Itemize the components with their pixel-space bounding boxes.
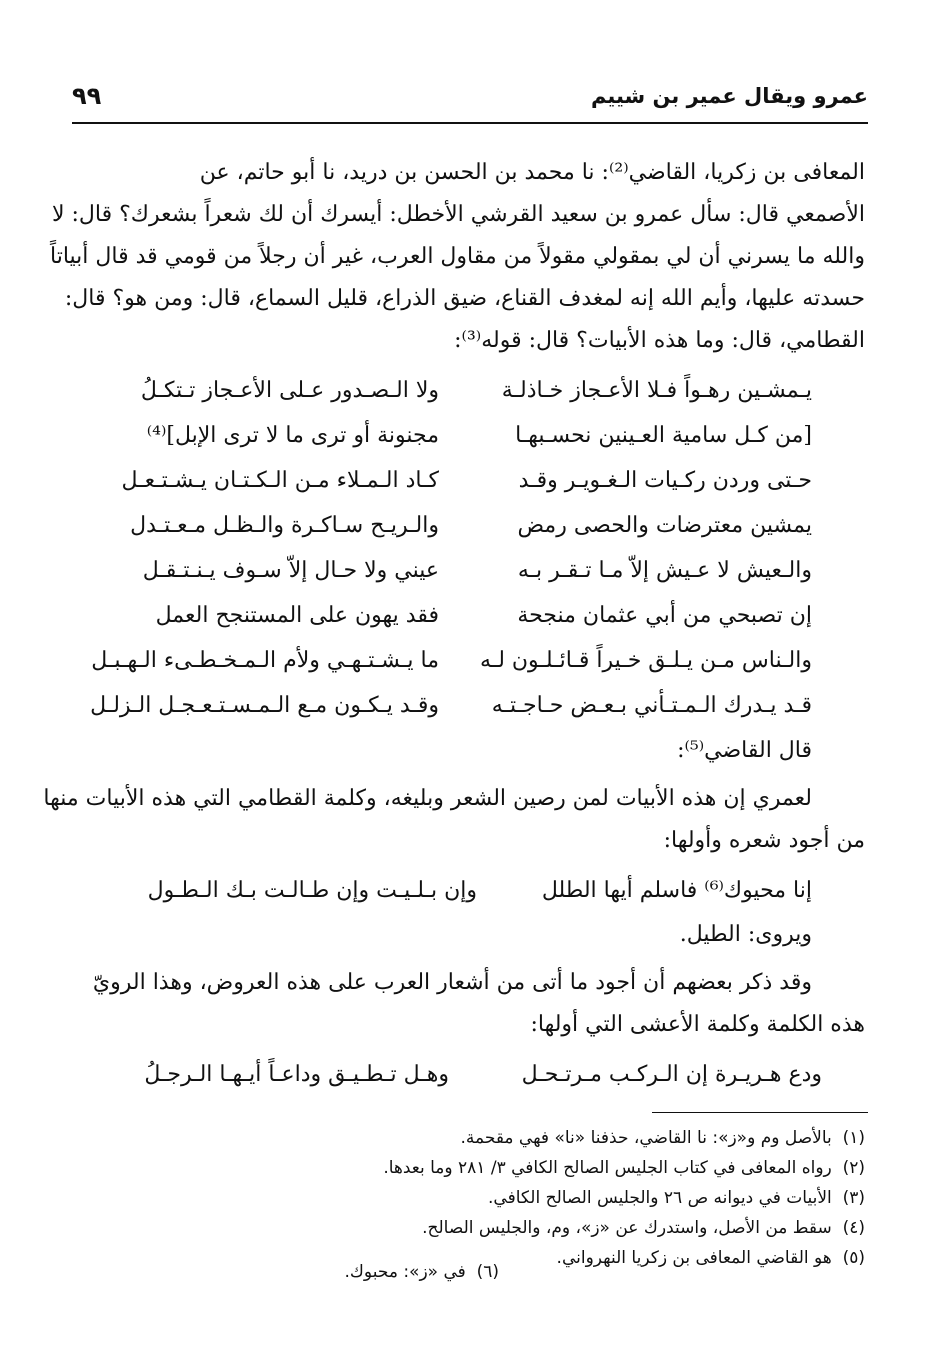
- footnote: [557, 1248, 865, 1268]
- verse-second-hemistich: مجنونة أو ترى ما لا ترى الإبل]⁽⁴⁾: [146, 423, 439, 448]
- footnote-number: (١): [842, 1128, 865, 1148]
- footnote-number: (٥): [842, 1248, 865, 1268]
- verse-second-hemistich: ما يـشـتـهـي ولأم الـمـخـطـىء الـهـبـل: [91, 648, 439, 673]
- verse-first-hemistich: ودع هـريـرة إن الـركـب مـرتـحـل: [521, 1062, 822, 1087]
- intro-line: والله ما يسرني أن لي بمقولي مقولاً من مقاول العرب، غير أن رجلاً من قومي قد قال أبياتاً: [50, 244, 865, 269]
- verse-second-hemistich: وقـد يـكـون مـع الـمـسـتـعـجـل الـزلـل: [90, 693, 439, 718]
- footnote-text: سقط من الأصل، واستدرك عن «ز»، وم، والجليس الصالح.: [422, 1218, 832, 1238]
- footnote-text: رواه المعافى في كتاب الجليس الصالح الكافي ٣/ ٢٨١ وما بعدها.: [383, 1158, 832, 1178]
- qadi-intro: قال القاضي⁽⁵⁾:: [677, 738, 812, 763]
- commentary-line: لعمري إن هذه الأبيات لمن رصين الشعر وبليغه، وكلمة القطامي التي هذه الأبيات منها: [43, 786, 812, 811]
- verse-first-hemistich: يمشين معترضات والحصى رمض: [517, 513, 812, 538]
- footnote: [345, 1262, 499, 1282]
- verse-second-hemistich: كـاد الـمـلاء مـن الـكـتـان يـشـتـعـل: [121, 468, 439, 493]
- intro-line: المعافى بن زكريا، القاضي⁽²⁾: نا محمد بن الحسن بن دريد، نا أبو حاتم، عن: [199, 160, 865, 185]
- footnote-text: في «ز»: محبوك.: [344, 1262, 466, 1282]
- footnote-number: (٣): [842, 1188, 865, 1208]
- verse-second-hemistich: وإن بـلـيـت وإن طـالـت بـك الـطـول: [147, 878, 477, 903]
- verse-second-hemistich: وهـل تـطـيـق وداعـاً أيـهـا الـرجـلُ: [144, 1062, 449, 1087]
- verse-first-hemistich: قـد يـدرك الـمـتـأني بـعـض حـاجـتـه: [491, 693, 812, 718]
- verse-first-hemistich: إن تصبحي من أبي عثمان منجحة: [517, 603, 812, 628]
- verse-first-hemistich: إنا محيوك⁽⁶⁾ فاسلم أيها الطلل: [541, 878, 812, 903]
- footnote-number: (٢): [842, 1158, 865, 1178]
- verse-first-hemistich: حـتى وردن ركـيات الـغـويـر وقـد: [518, 468, 812, 493]
- verse-second-hemistich: عيني ولا حـال إلاّ سـوف يـنـتـقـل: [142, 558, 439, 583]
- footnote-number: (٤): [842, 1218, 865, 1238]
- intro-line: القطامي، قال: وما هذه الأبيات؟ قال: قوله⁽³⁾:: [454, 328, 865, 353]
- verse-first-hemistich: والـناس مـن يـلـق خـيراً قـائـلـون لـه: [479, 648, 812, 673]
- verse-second-hemistich: ولا الـصـدور عـلى الأعـجاز تـتكـلُ: [140, 378, 439, 403]
- discussion-line: هذه الكلمة وكلمة الأعشى التي أولها:: [530, 1012, 865, 1037]
- discussion-line: وقد ذكر بعضهم أن أجود ما أتى من أشعار العرب على هذه العروض، وهذا الرويّ: [92, 970, 812, 995]
- page-number: ٩٩: [72, 82, 102, 110]
- footnote: [422, 1218, 865, 1238]
- commentary-line: من أجود شعره وأولها:: [663, 828, 865, 853]
- footnote-text: بالأصل وم و«ز»: نا القاضي، حذفنا «نا» فهي مقحمة.: [460, 1128, 832, 1148]
- footnote: [488, 1188, 865, 1208]
- intro-line: الأصمعي قال: سأل عمرو بن سعيد القرشي الأخطل: أيسرك أن لك شعراً بشعرك؟ قال: لا: [51, 202, 865, 227]
- footnote: [461, 1128, 866, 1148]
- footnote-number: (٦): [476, 1262, 499, 1282]
- footnote-text: هو القاضي المعافى بن زكريا النهرواني.: [556, 1248, 832, 1268]
- intro-line: حسدته عليها، وأيم الله إنه لمغدف القناع، ضيق الذراع، قليل السماع، قال: ومن هو؟ قال:: [64, 286, 865, 311]
- verse-second-hemistich: والـريـح سـاكـرة والـظـل مـعـتـدل: [130, 513, 439, 538]
- verse-first-hemistich: يـمشـين رهـواً فـلا الأعـجاز خـاذلـة: [501, 378, 812, 403]
- verse-first-hemistich: والـعيش لا عـيش إلاّ مـا تـقـر بـه: [517, 558, 812, 583]
- footnote: [383, 1158, 865, 1178]
- footnote-separator: [652, 1112, 868, 1113]
- verse-first-hemistich: [من كـل سامية العـينين نحسـبهـا: [515, 423, 812, 448]
- header-title: عمرو ويقال عمير بن شييم: [590, 84, 868, 108]
- running-header: [72, 78, 868, 124]
- variant-reading: ويروى: الطيل.: [679, 922, 812, 947]
- verse-second-hemistich: فقد يهون على المستنجح العمل: [155, 603, 439, 628]
- footnote-text: الأبيات في ديوانه ص ٢٦ والجليس الصالح الكافي.: [488, 1188, 832, 1208]
